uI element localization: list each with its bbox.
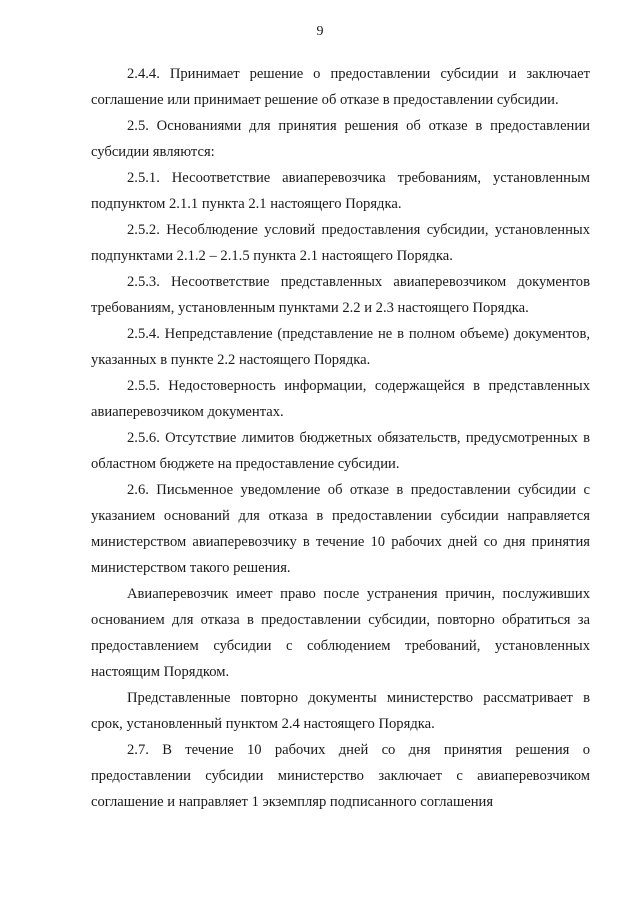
- paragraph-2-5-2: 2.5.2. Несоблюдение условий предоставления субсидии, установленных подпунктами 2.1.2 – 2.1.5 пункта 2.1 настоящего Порядка.: [91, 222, 590, 264]
- paragraph-reapply: Авиаперевозчик имеет право после устранения причин, послуживших основанием для отказа в предоставлении субсидии, повторно обратиться за предоставлением субсидии с соблюдением требований, установленных настоящим Порядком.: [91, 586, 590, 680]
- paragraph-2-5-6: 2.5.6. Отсутствие лимитов бюджетных обязательств, предусмотренных в областном бюджете на предоставление субсидии.: [91, 430, 590, 472]
- paragraph-2-5-1: 2.5.1. Несоответствие авиаперевозчика требованиям, установленным подпунктом 2.1.1 пункта 2.1 настоящего Порядка.: [91, 170, 590, 212]
- paragraph-resubmitted-documents: Представленные повторно документы министерство рассматривает в срок, установленный пунктом 2.4 настоящего Порядка.: [91, 690, 590, 732]
- paragraph-2-4-4: 2.4.4. Принимает решение о предоставлении субсидии и заключает соглашение или принимает решение об отказе в предоставлении субсидии.: [91, 66, 590, 108]
- page-number: 9: [316, 24, 324, 39]
- paragraph-2-7: 2.7. В течение 10 рабочих дней со дня принятия решения о предоставлении субсидии министерство заключает с авиаперевозчиком соглашение и направляет 1 экземпляр подписанного соглашения: [91, 742, 590, 810]
- paragraph-2-5-3: 2.5.3. Несоответствие представленных авиаперевозчиком документов требованиям, установленным пунктами 2.2 и 2.3 настоящего Порядка.: [91, 274, 590, 316]
- paragraph-2-5: 2.5. Основаниями для принятия решения об отказе в предоставлении субсидии являются:: [91, 118, 590, 160]
- paragraph-2-5-5: 2.5.5. Недостоверность информации, содержащейся в представленных авиаперевозчиком документах.: [91, 378, 590, 420]
- document-body: [91, 61, 590, 815]
- paragraph-2-6: 2.6. Письменное уведомление об отказе в предоставлении субсидии с указанием оснований для отказа в предоставлении субсидии направляется министерством авиаперевозчику в течение 10 рабочих дней со дня принятия министерством такого решения.: [91, 482, 590, 576]
- paragraph-2-5-4: 2.5.4. Непредставление (представление не в полном объеме) документов, указанных в пункте 2.2 настоящего Порядка.: [91, 326, 590, 368]
